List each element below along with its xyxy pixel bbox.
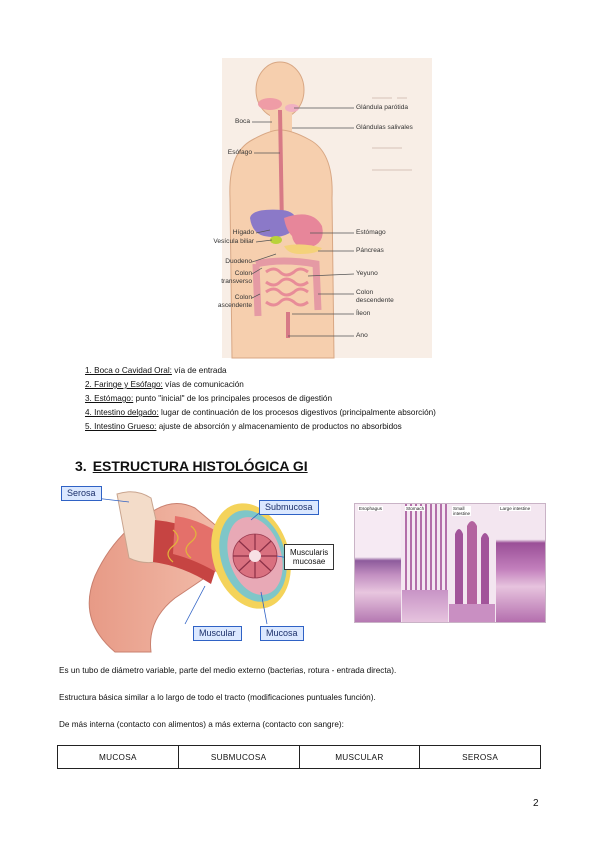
label-ileon: Íleon — [356, 310, 371, 317]
histology-panel-small-intestine — [449, 504, 495, 622]
list-item-intestino-grueso — [85, 423, 402, 431]
label-glandulas-salivales: Glándulas salivales — [356, 124, 413, 131]
list-item-intestino-delgado — [85, 409, 436, 417]
histology-panel-stomach — [402, 504, 448, 622]
list-item-faringe — [85, 381, 244, 389]
label-vesicula-biliar: Vesícula biliar — [213, 238, 254, 245]
label-boca: Boca — [234, 118, 250, 125]
list-item-desc: punto "inicial" de los principales procesos de digestión — [133, 394, 333, 403]
panel-label: Large intestine — [500, 506, 531, 511]
paragraph-structure: Estructura básica similar a lo largo de todo el tracto (modificaciones puntuales función). — [59, 693, 376, 702]
list-item-term: 2. Faringe y Esófago: — [85, 380, 163, 389]
label-estomago: Estómago — [356, 229, 386, 236]
list-item-term: 4. Intestino delgado: — [85, 408, 159, 417]
gi-layers-figure — [55, 480, 335, 652]
label-serosa: Serosa — [61, 486, 102, 501]
list-item-term: 3. Estómago: — [85, 394, 134, 403]
histology-micrographs — [354, 503, 546, 623]
layer-cell-mucosa: MUCOSA — [58, 746, 179, 769]
panel-label: Small intestine — [453, 506, 471, 516]
body-silhouette — [222, 58, 432, 358]
label-duodeno: Duodeno — [225, 258, 252, 265]
panel-label: Esophagus — [359, 506, 382, 511]
label-muscular: Muscular — [193, 626, 242, 641]
label-colon-ascendente: Colon ascendente — [217, 294, 252, 310]
label-ano: Ano — [356, 332, 368, 339]
list-item-desc: vía de entrada — [171, 366, 227, 375]
list-item-estomago — [85, 395, 332, 403]
label-pancreas: Páncreas — [356, 247, 384, 254]
label-yeyuno: Yeyuno — [356, 270, 378, 277]
villi-drawing — [449, 504, 495, 622]
histology-panel-large-intestine — [496, 504, 545, 622]
section-heading — [75, 458, 308, 474]
label-submucosa: Submucosa — [259, 500, 319, 515]
list-item-term: 1. Boca o Cavidad Oral: — [85, 366, 172, 375]
list-item-desc: vías de comunicación — [162, 380, 244, 389]
paragraph-layers-order: De más interna (contacto con alimentos) a más externa (contacto con sangre): — [59, 720, 344, 729]
label-glandula-parotida: Glándula parótida — [356, 104, 409, 111]
list-item-desc: ajuste de absorción y almacenamiento de productos no absorbidos — [156, 422, 402, 431]
heading-text: ESTRUCTURA HISTOLÓGICA GI — [92, 458, 308, 474]
label-colon-descendente: Colon descendente — [356, 289, 394, 305]
panel-label: Stomach — [406, 506, 425, 511]
digestive-system-figure — [213, 58, 432, 358]
label-mucosa: Mucosa — [260, 626, 304, 641]
page-number: 2 — [533, 798, 539, 809]
layer-cell-muscular: MUSCULAR — [299, 746, 420, 769]
layer-cell-serosa: SEROSA — [420, 746, 541, 769]
histology-panel-esophagus — [355, 504, 401, 622]
label-higado: Hígado — [232, 229, 254, 236]
label-colon-transverso: Colon transverso — [221, 270, 252, 286]
paragraph-tube: Es un tubo de diámetro variable, parte del medio externo (bacterias, rotura - entrada directa). — [59, 666, 397, 675]
list-item-desc: lugar de continuación de los procesos digestivos (principalmente absorción) — [158, 408, 436, 417]
label-esofago: Esófago — [227, 149, 252, 156]
label-muscularis-mucosae: Muscularis mucosae — [284, 544, 334, 570]
layers-table — [57, 745, 541, 769]
layer-cell-submucosa: SUBMUCOSA — [178, 746, 299, 769]
heading-number: 3. — [75, 458, 87, 474]
list-item-term: 5. Intestino Grueso: — [85, 422, 157, 431]
list-item-boca — [85, 367, 227, 375]
table-row — [58, 746, 541, 769]
